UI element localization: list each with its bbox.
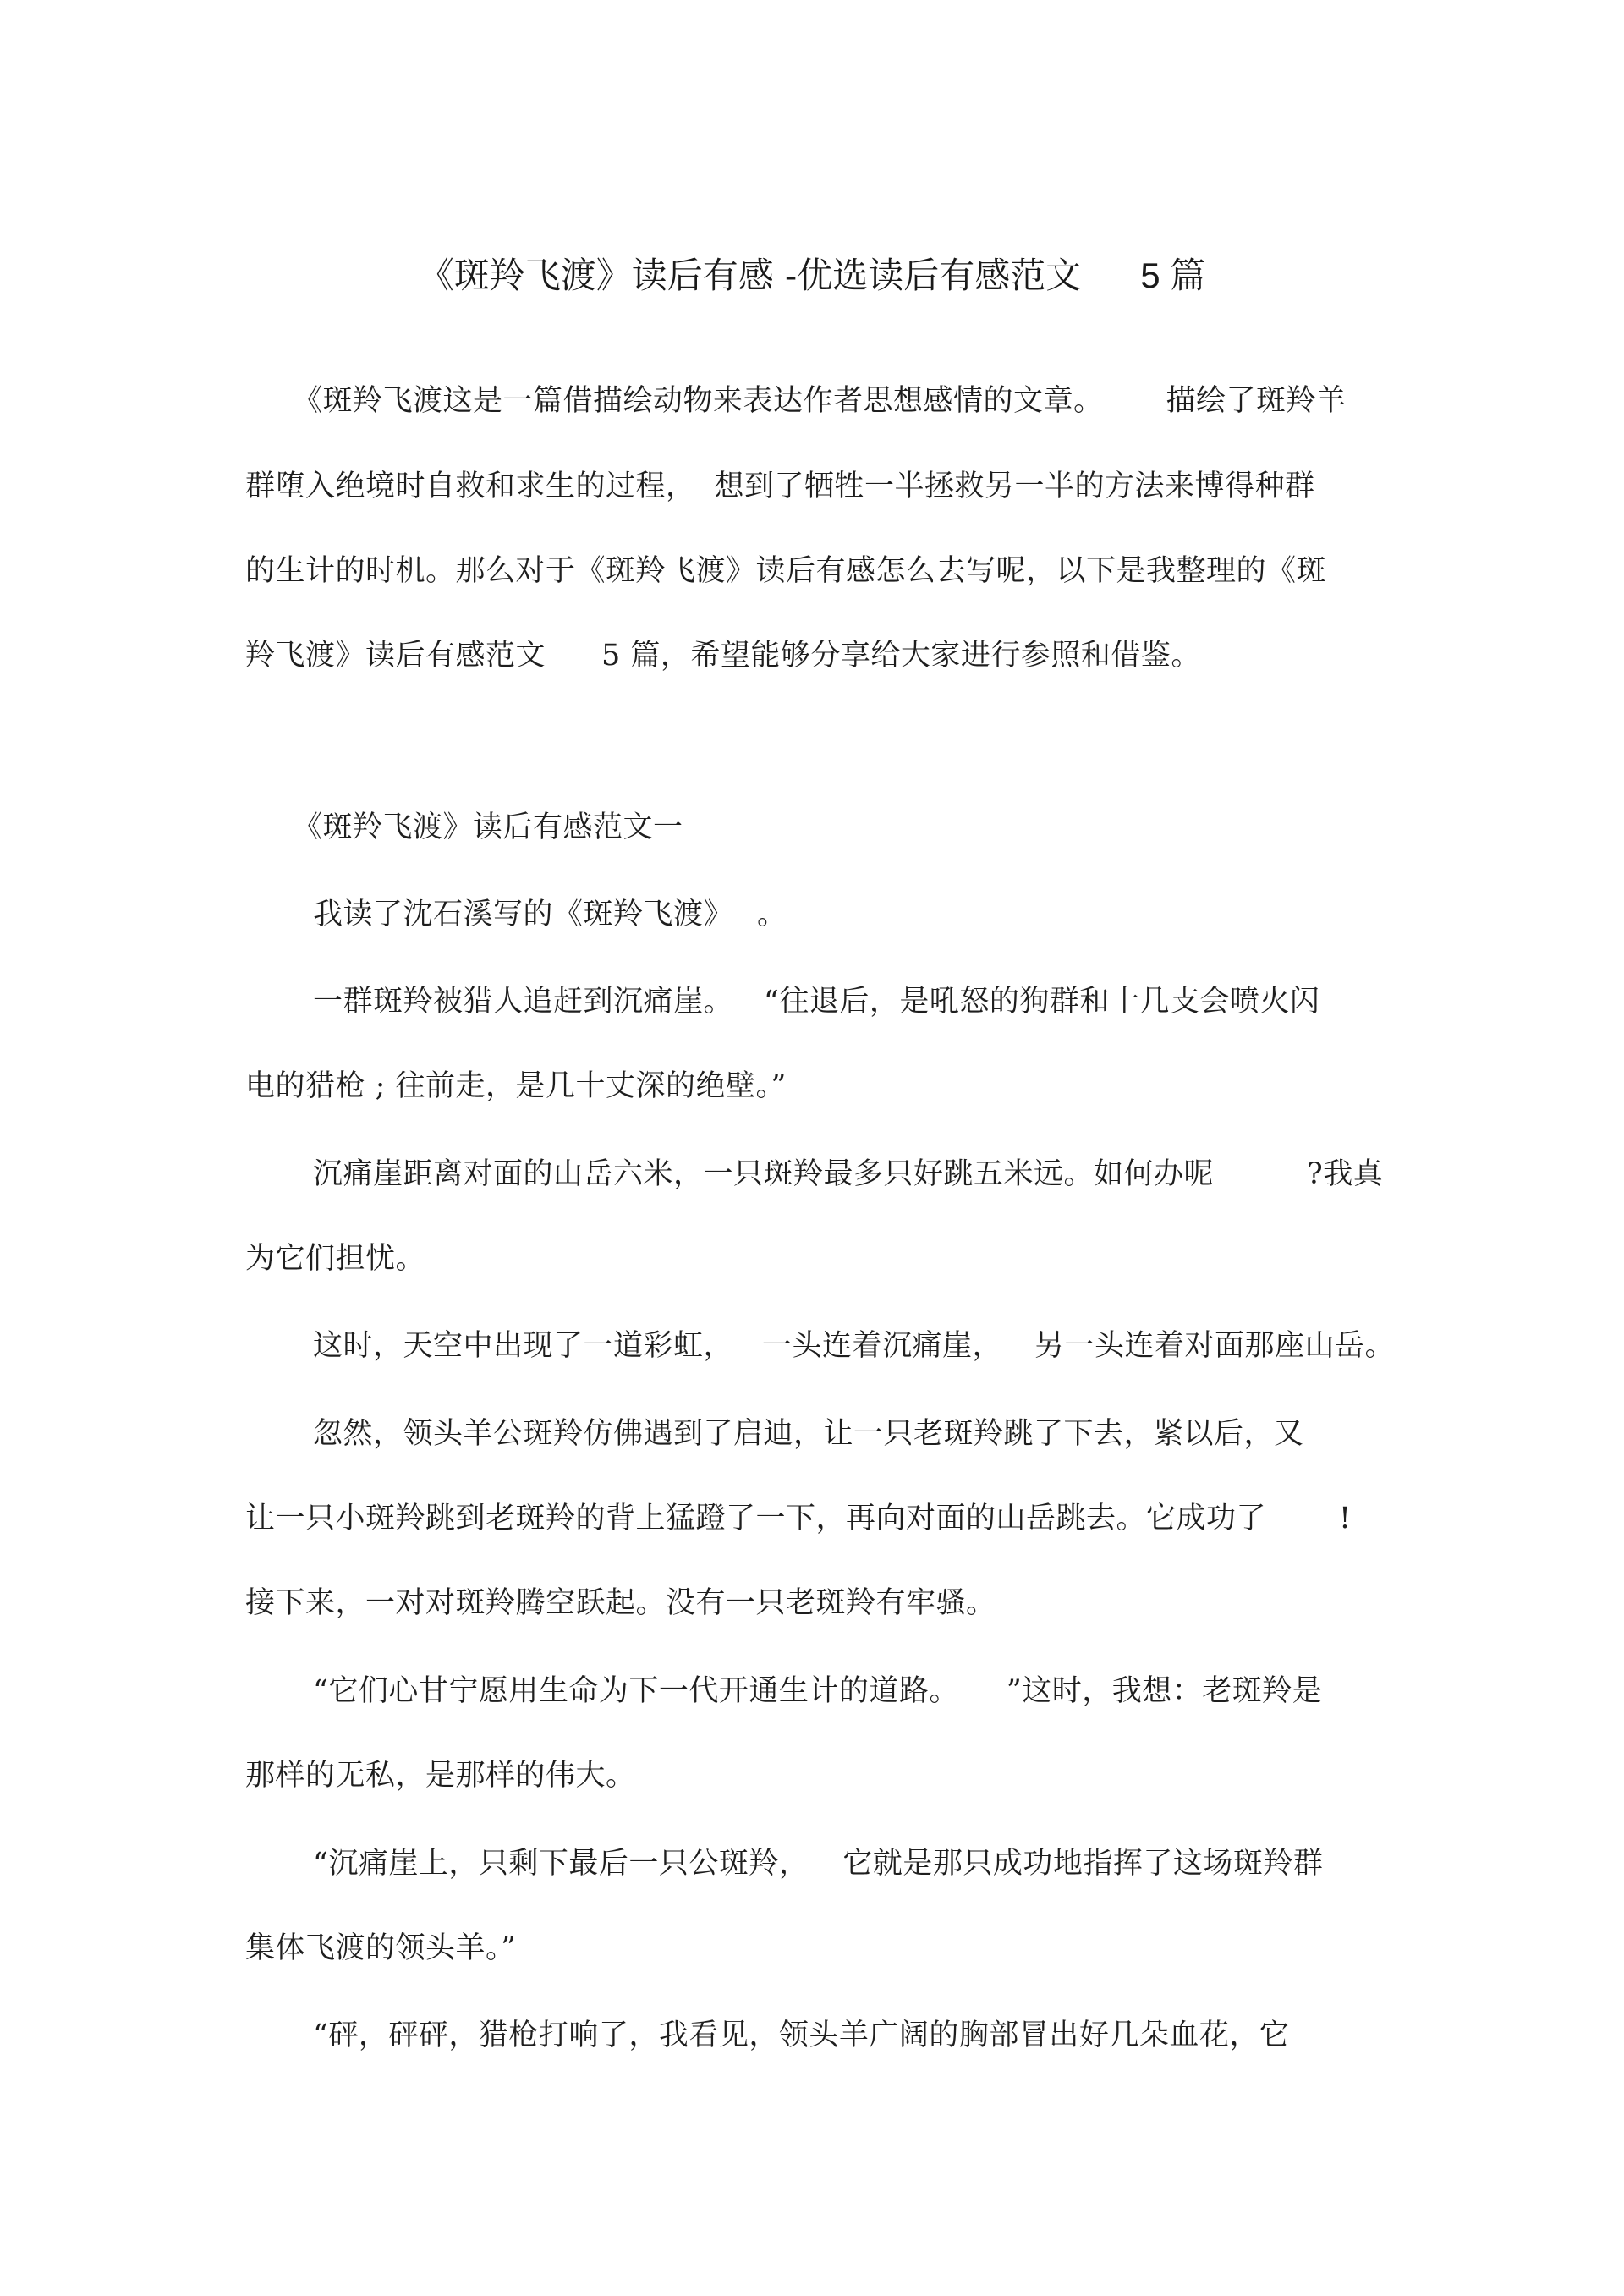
intro-line-1 (293, 380, 1347, 422)
essay-para-8-line-1: “砰，砰砰，猎枪打响了，我看见，领头羊广阔的胸部冒出好几朵血花，它 (313, 2019, 1290, 2052)
intro-line-1-part-a: 《斑羚飞渡这是一篇借描绘动物来表达作者思想感情的文章。 (293, 384, 1104, 418)
title-main: 《斑羚飞渡》读后有感 -优选读后有感范文 (418, 255, 1082, 296)
essay-para-3-line-1 (313, 1153, 1383, 1195)
essay-para-5-part-c: ! (1339, 1502, 1352, 1535)
intro-line-4-part-b: 5 篇，希望能够分享给大家进行参照和借鉴。 (601, 639, 1201, 673)
essay-para-4-part-c: 另一头连着对面那座山岳。 (1034, 1329, 1396, 1363)
essay-heading: 《斑羚飞渡》读后有感范文一 (293, 810, 683, 844)
intro-line-3: 的生计的时机。那么对于《斑羚飞渡》读后有感怎么去写呢，以下是我整理的《斑 (245, 554, 1327, 588)
essay-para-6-line-1 (313, 1670, 1322, 1712)
essay-para-1 (313, 893, 787, 936)
essay-para-7-part-b: 它就是那只成功地指挥了这场斑羚群 (842, 1847, 1324, 1881)
essay-para-7-line-2: 集体飞渡的领头羊。” (245, 1931, 517, 1965)
essay-para-4-part-a: 这时，天空中出现了一道彩虹， (313, 1329, 734, 1363)
essay-para-6-part-a: “它们心甘宁愿用生命为下一代开通生计的道路。 (313, 1674, 959, 1708)
essay-para-2-part-b: “往退后，是吼怒的狗群和十几支会喷火闪 (764, 985, 1320, 1019)
intro-line-4 (245, 634, 1201, 677)
intro-line-2-part-a: 群堕入绝境时自救和求生的过程， (245, 470, 696, 503)
intro-line-1-part-b: 描绘了斑羚羊 (1166, 384, 1347, 418)
title-count: 5 篇 (1140, 255, 1206, 295)
essay-para-2-line-2: 电的猎枪 ; 往前走，是几十丈深的绝壁。” (245, 1069, 787, 1103)
essay-para-4 (313, 1325, 1395, 1367)
essay-para-5-line-3: 接下来，一对对斑羚腾空跃起。没有一只老斑羚有牢骚。 (245, 1586, 996, 1620)
essay-para-7-part-a: “沉痛崖上，只剩下最后一只公斑羚， (313, 1847, 809, 1881)
essay-para-3-part-b: ?我真 (1307, 1157, 1384, 1191)
essay-para-1-part-a: 我读了沈石溪写的《斑羚飞渡》 (313, 898, 734, 931)
intro-line-4-part-a: 羚飞渡》读后有感范文 (245, 639, 546, 673)
essay-para-5-part-b: 让一只小斑羚跳到老斑羚的背上猛蹬了一下，再向对面的山岳跳去。它成功了 (245, 1502, 1267, 1535)
intro-line-2 (245, 465, 1315, 508)
essay-para-6-line-2: 那样的无私，是那样的伟大。 (245, 1759, 636, 1793)
essay-para-6-part-b: ”这时，我想：老斑羚是 (1006, 1674, 1323, 1708)
essay-para-5-line-1: 忽然，领头羊公斑羚仿佛遇到了启迪，让一只老斑羚跳了下去，紧以后，又 (313, 1417, 1304, 1451)
essay-para-2-part-a: 一群斑羚被猎人追赶到沉痛崖。 (313, 985, 734, 1019)
essay-para-3-line-2: 为它们担忧。 (245, 1242, 426, 1276)
essay-para-1-part-b: 。 (757, 898, 787, 931)
intro-line-2-part-b: 想到了牺牲一半拯救另一半的方法来博得种群 (714, 470, 1315, 503)
essay-para-5-line-2 (245, 1497, 1352, 1540)
essay-para-3-part-a: 沉痛崖距离对面的山岳六米，一只斑羚最多只好跳五米远。如何办呢 (313, 1157, 1215, 1191)
document-title (0, 250, 1624, 301)
essay-para-7-line-1 (313, 1843, 1323, 1885)
essay-para-2-line-1 (313, 980, 1320, 1023)
essay-para-4-part-b: 一头连着沉痛崖， (762, 1329, 1003, 1363)
